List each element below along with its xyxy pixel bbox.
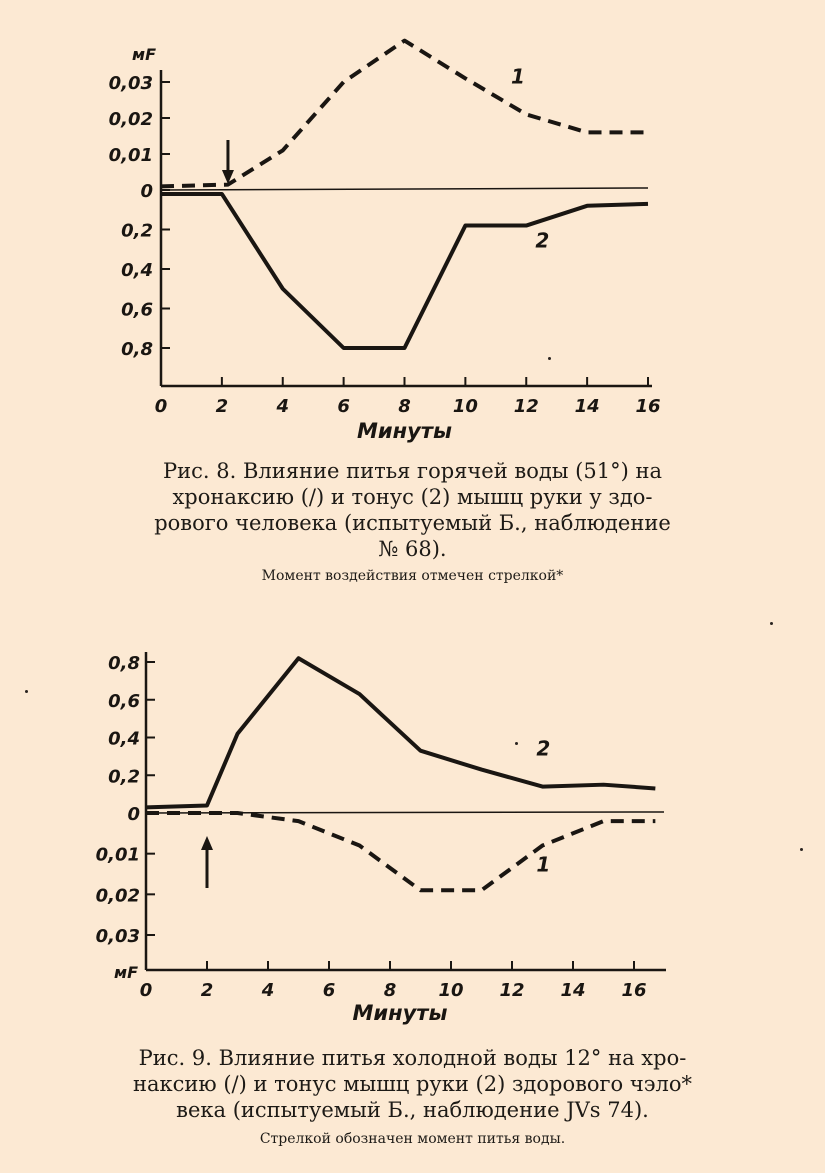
y-tick-label: 0,4 <box>108 728 140 750</box>
x-tick-label: 16 <box>621 980 647 1001</box>
y-tick-label: 0,02 <box>95 885 140 907</box>
figure-8-note: Момент воздействия отмечен стрелкой* <box>261 568 564 584</box>
series-2-line <box>161 194 648 348</box>
y-tick-label: 0 <box>140 181 153 202</box>
y-tick-label: 0,6 <box>121 299 153 321</box>
paper-speck <box>800 848 803 851</box>
y-tick-label: 0,8 <box>108 653 140 674</box>
figure-9-caption <box>90 1045 735 1123</box>
x-tick-label: 0 <box>139 980 153 1001</box>
y-tick-label: 0,01 <box>95 844 140 866</box>
x-tick-label: 16 <box>635 396 661 417</box>
arrow-head <box>201 836 213 850</box>
x-tick-label: 2 <box>200 980 214 1001</box>
unit-label: мF <box>132 45 157 64</box>
y-tick-label: 0,6 <box>108 690 140 712</box>
series-1-label: 1 <box>511 64 525 89</box>
series-1-line <box>161 41 648 187</box>
series-1-line <box>146 813 655 890</box>
figure-8-caption <box>90 458 735 562</box>
caption-line: Рис. 8. Влияние питья горячей воды (51°) на <box>163 459 662 483</box>
x-axis-label: Минуты <box>357 419 452 443</box>
caption-line: наксию (/) и тонус мышц руки (2) здорового чэло* <box>132 1072 692 1096</box>
paper-speck <box>548 357 551 360</box>
y-tick-label: 0,01 <box>108 145 153 166</box>
series-2-label: 2 <box>536 736 551 761</box>
figure-8-chart <box>0 0 825 450</box>
x-tick-label: 12 <box>513 396 539 417</box>
x-tick-label: 2 <box>215 396 229 417</box>
series-2-line <box>146 658 655 807</box>
series-1-label: 1 <box>536 852 551 877</box>
paper-speck <box>770 622 773 625</box>
y-tick-label: 0,2 <box>121 220 153 242</box>
x-tick-label: 0 <box>154 396 168 417</box>
figure-9-note: Стрелкой обозначен момент питья воды. <box>259 1131 566 1147</box>
x-tick-label: 6 <box>337 396 350 417</box>
x-tick-label: 14 <box>560 980 586 1001</box>
zero-baseline <box>146 812 664 813</box>
caption-line: века (испытуемый Б., наблюдение JVs 74). <box>176 1098 649 1122</box>
x-tick-label: 10 <box>452 396 478 417</box>
caption-line: хронаксию (/) и тонус (2) мышц руки у здо- <box>172 485 653 509</box>
caption-line: Рис. 9. Влияние питья холодной воды 12° на хро- <box>138 1046 687 1070</box>
caption-line: № 68). <box>378 537 447 561</box>
figure-9-chart <box>0 600 825 1030</box>
caption-line: рового человека (испытуемый Б., наблюдение <box>154 511 671 535</box>
y-tick-label: 0,03 <box>95 926 140 947</box>
x-tick-label: 6 <box>322 980 336 1001</box>
x-tick-label: 8 <box>383 980 397 1001</box>
y-tick-label: 0,03 <box>108 73 153 94</box>
zero-baseline <box>161 188 648 190</box>
y-tick-label: 0,8 <box>121 339 153 360</box>
x-tick-label: 10 <box>438 980 464 1001</box>
x-axis-label: Минуты <box>352 1001 448 1025</box>
paper-speck <box>515 742 518 745</box>
y-tick-label: 0,02 <box>108 109 153 130</box>
x-tick-label: 4 <box>261 980 275 1001</box>
unit-label: мF <box>114 963 139 982</box>
y-tick-label: 0,2 <box>108 766 140 788</box>
y-tick-label: 0 <box>127 804 140 825</box>
series-2-label: 2 <box>535 228 550 253</box>
y-tick-label: 0,4 <box>121 260 153 281</box>
x-tick-label: 14 <box>574 396 600 417</box>
x-tick-label: 8 <box>398 396 411 417</box>
paper-speck <box>25 690 28 693</box>
x-tick-label: 4 <box>276 396 290 417</box>
x-tick-label: 12 <box>499 980 525 1001</box>
